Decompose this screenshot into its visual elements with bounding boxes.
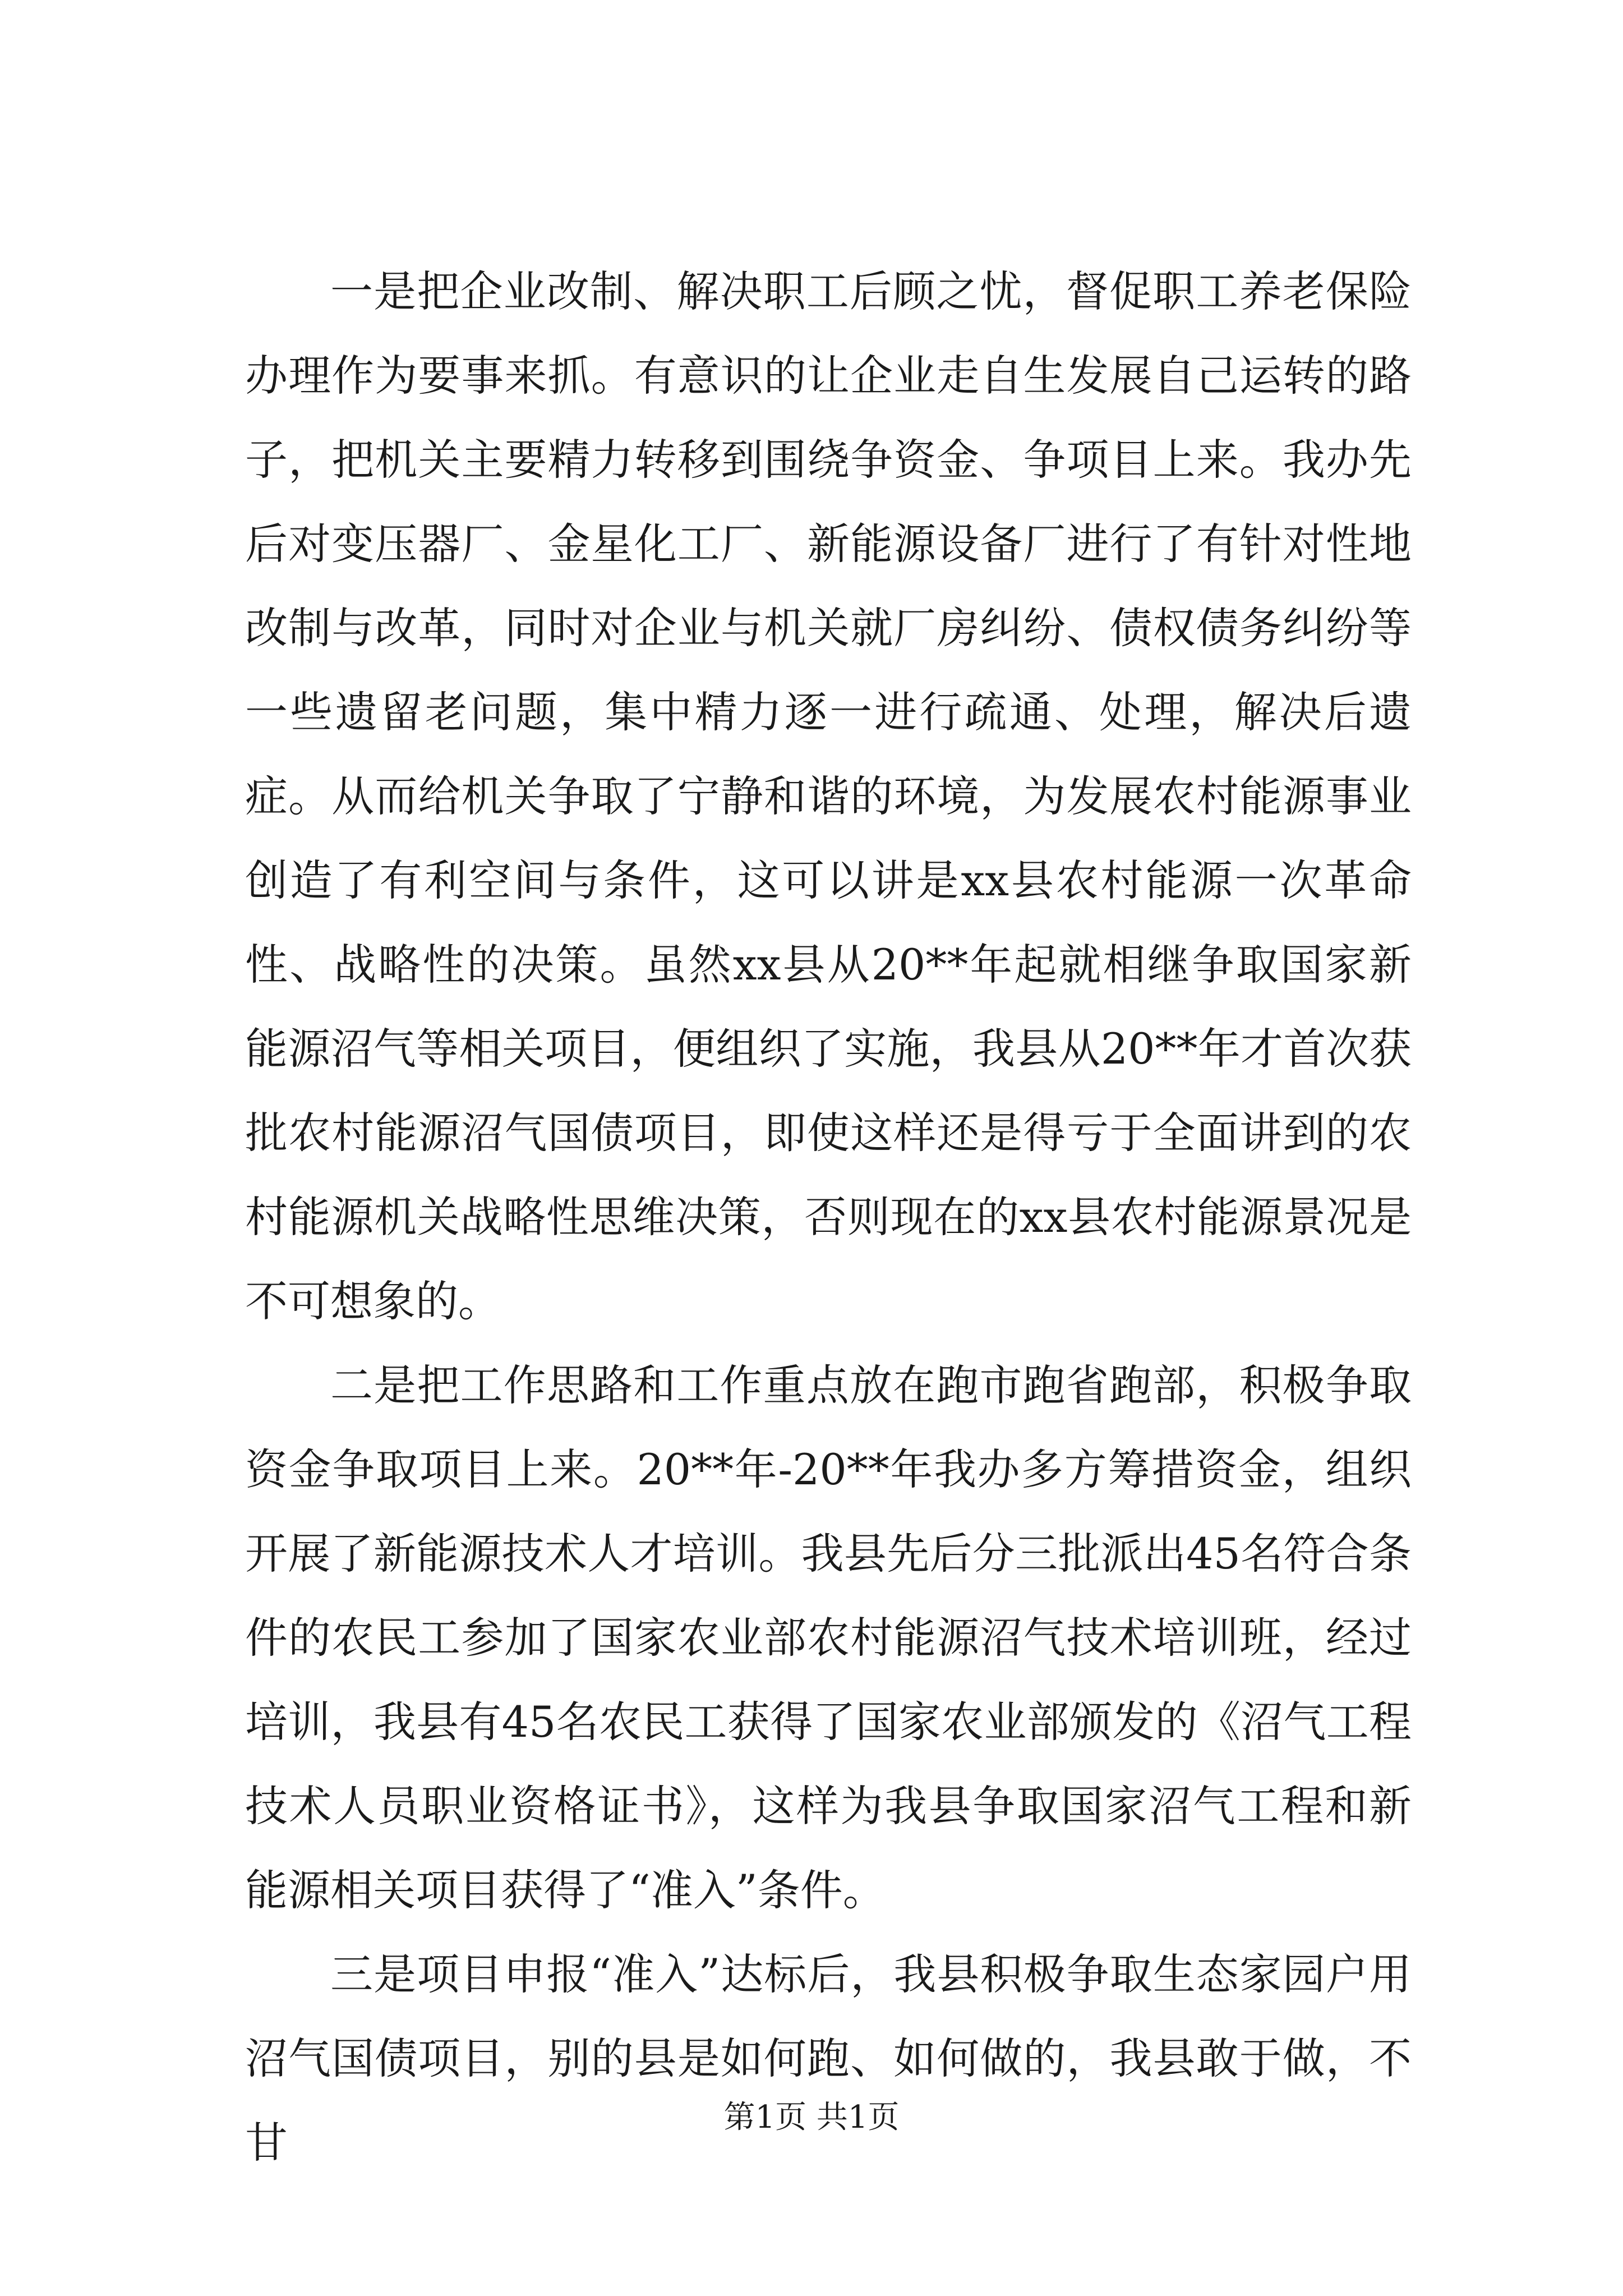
document-body	[245, 250, 1412, 2185]
page-footer: 第1页 共1页	[723, 2099, 900, 2136]
paragraph-2: 二是把工作思路和工作重点放在跑市跑省跑部，积极争取资金争取项目上来。20**年-20**年我办多方筹措资金，组织开展了新能源技术人才培训。我县先后分三批派出45名符合条件的农民工参加了国家农业部农村能源沼气技术培训班，经过培训，我县有45名农民工获得了国家农业部颁发的《沼气工程技术人员职业资格证书》，这样为我县争取国家沼气工程和新能源相关项目获得了“准入”条件。	[245, 1360, 1412, 1915]
paragraph-1: 一是把企业改制、解决职工后顾之忧，督促职工养老保险办理作为要事来抓。有意识的让企业走自生发展自己运转的路子，把机关主要精力转移到围绕争资金、争项目上来。我办先后对变压器厂、金星化工厂、新能源设备厂进行了有针对性地改制与改革，同时对企业与机关就厂房纠纷、债权债务纠纷等一些遗留老问题，集中精力逐一进行疏通、处理，解决后遗症。从而给机关争取了宁静和谐的环境，为发展农村能源事业创造了有利空间与条件，这可以讲是xx县农村能源一次革命性、战略性的决策。虽然xx县从20**年起就相继争取国家新能源沼气等相关项目，便组织了实施，我县从20**年才首次获批农村能源沼气国债项目，即使这样还是得亏于全面讲到的农村能源机关战略性思维决策，否则现在的xx县农村能源景况是不可想象的。	[245, 266, 1412, 1326]
paragraph-3: 三是项目申报“准入”达标后，我县积极争取生态家园户用沼气国债项目，别的县是如何跑、如何做的，我县敢于做，不甘	[245, 1949, 1412, 2168]
